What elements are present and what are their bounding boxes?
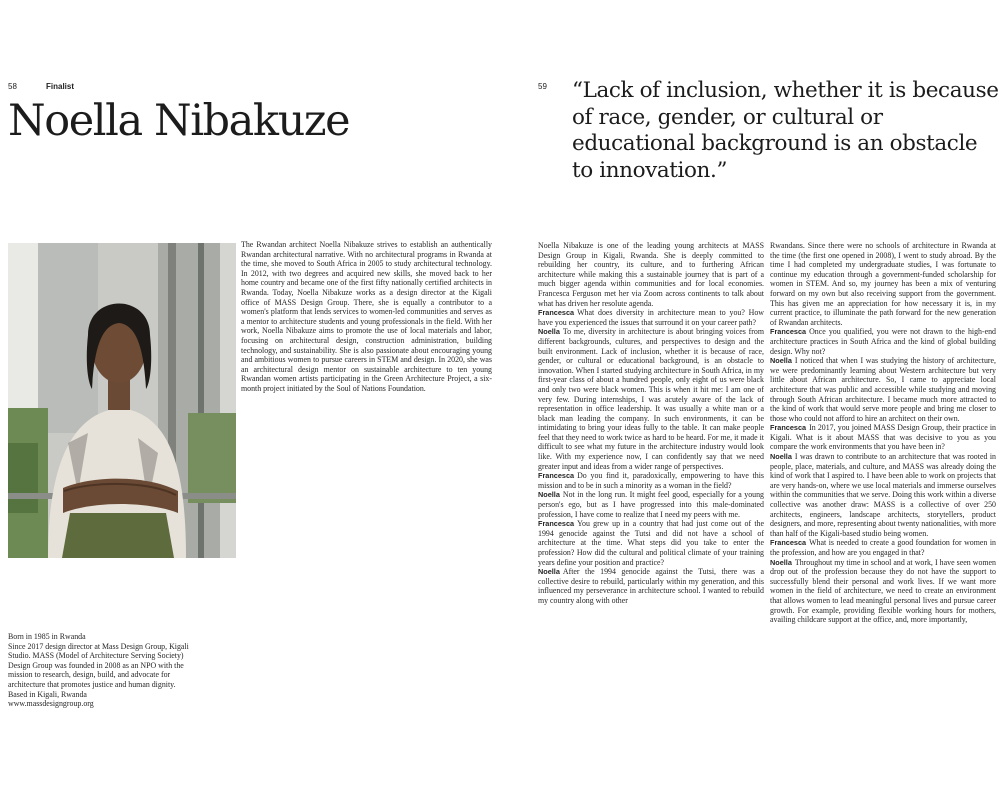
bio-line: Born in 1985 in Rwanda [8,632,86,641]
speaker-label: Noella [770,356,792,366]
question: Francesca In 2017, you joined MASS Design Group, their practice in Kigali. What is it about MASS that was decisive to you as you compare the work environments that you have been in? [770,423,996,452]
right-page [500,0,1000,800]
answer-continued: Rwandans. Since there were no schools of architecture in Rwanda at the time (the first one opened in 2008), I went to study abroad. By the time I had completed my undergraduate studies, I was fortunate to continue my education through a government-funded scholarship for women in STEM. And so, my journey has been a mix of venturing forward on my own but also receiving support from the government. This has given me an appreciation for how necessary it is, in my current practice, to illuminate the path forward for the new generation of Rwandan architects. [770,241,996,327]
speaker-label: Noella [538,490,560,500]
answer: Noella I noticed that when I was studying the history of architecture, we were predominantly learning about Western architecture but very little about African architecture. So, I came to appreciate local architecture that was public and accessible while studying and moving through South African architecture. I became much more attracted to the kind of work that would serve more people and bring me closer to those who could not afford to hire an architect on their own. [770,356,996,423]
speaker-label: Noella [538,327,560,337]
page-number: 58 [8,82,17,91]
answer: Noella Throughout my time in school and at work, I have seen women drop out of the profession because they do not have the support to successfully blend their personal and work lives. If we want more women in the field of architecture, we need to create an environment that allows women to lead meaningful personal lives and pursue career growth. For example, providing flexible working hours for mothers, availing childcare support at the office, and, more importantly, [770,557,996,625]
speaker-label: Francesca [770,538,807,548]
question: Francesca What does diversity in architecture mean to you? How have you experienced the issues that surround it on your career path? [538,308,764,327]
question: Francesca You grew up in a country that had just come out of the 1994 genocide against the Tutsi and did not have a school of architecture at the time. What steps did you take to enter the profession? How did the cultural and political climate of your training years define your position and practice? [538,519,764,567]
intro-paragraph: The Rwandan architect Noella Nibakuze strives to establish an authentically Rwandan architectural narrative. With no architectural programs in Rwanda at the time, she moved to South Africa in 2005 to study architectural technology. In 2012, with two degrees and acquired new skills, she moved back to her home country and became one of the first fifty nationally certified architects in Rwanda. Today, Noella Nibakuze works as a design director at the Kigali office of MASS Design Group. There, she is equally a contributor to a women's platform that lends services to women-led communities and serves as a mentor to architecture students and young professionals in the field. With her work, Noella Nibakuze aims to promote the use of local materials and labor, focusing on architectural design, construction administration, building technology, and sustainability. She is also passionate about encouraging young and ambitious women to pursue careers in STEM and design. In 2020, she was an architectural design mentor on sustainable architecture to ten young Rwandan women artists participating in the Green Architecture Project, a six-month project initiated by the Soul of Nations Foundation. [241,240,492,393]
question: Francesca Do you find it, paradoxically, empowering to have this mission and to be in such a minority as a woman in the field? [538,471,764,490]
speaker-label: Noella [538,567,560,577]
interview-intro: Noella Nibakuze is one of the leading young architects at MASS Design Group in Kigali, Rwanda. She is deeply committed to rebuilding her country, its culture, and to furthering African architecture while making this a sustainable journey that is part of a much bigger agenda within communities and for local economies. Francesca Ferguson met her via Zoom across continents to talk about what has driven her resolute agenda. [538,241,764,308]
speaker-label: Noella [770,452,792,462]
pull-quote: “Lack of inclusion, whether it is because of race, gender, or cultural or educational background is an obstacle to innovation.” [572,78,999,183]
portrait-photo [8,243,236,558]
speaker-label: Francesca [770,423,807,433]
speaker-label: Francesca [770,327,807,337]
section-label: Finalist [46,82,75,91]
bio-line: architecture that promotes justice and human dignity. [8,679,176,689]
bio-line: mission to research, design, build, and advocate for [8,670,171,680]
question: Francesca Once you qualified, you were not drawn to the high-end architecture practices in South Africa and the kind of global building design. Why not? [770,327,996,356]
speaker-label: Francesca [538,471,575,481]
bio-line: Since 2017 design director at Mass Design Group, Kigali [8,641,189,651]
question: Francesca What is needed to create a good foundation for women in the profession, and how are you engaged in that? [770,538,996,557]
interview-column-1 [538,241,764,785]
speaker-label: Francesca [538,308,575,318]
answer: Noella To me, diversity in architecture is about bringing voices from different backgrounds, cultures, and perspectives to design and the built environment. Lack of inclusion, whether it is because of race, gender, or cultural or educational background, is an obstacle to innovation. When I started studying architecture in South Africa, in my first-year class of about a hundred people, only eight of us were black and only two were black women. This is when it hit me: I am one of very few. During internships, I was acutely aware of the lack of representation in office leadership. It was usually a white man or a black man leading the company. In such environments, it can be intimidating to bring your ideas fully to the table. It can make people feel that they need to work twice as hard to be heard. For me, it made it difficult to see what my future in the architecture industry would look like. With my experience now, I can confidently say that we need greater input and ideas from a wider range of perspectives. [538,327,764,471]
speaker-label: Noella [770,557,792,567]
speaker-label: Francesca [538,519,575,529]
page-number: 59 [538,82,547,91]
page-title: Noella Nibakuze [8,96,350,146]
answer: Noella After the 1994 genocide against the Tutsi, there was a collective desire to rebuild, particularly within my generation, and this influenced my perseverance in architecture school. I wanted to rebuild my country along with other [538,567,764,605]
answer: Noella Not in the long run. It might feel good, especially for a young person's ego, but as I have progressed into this male-dominated profession, I have come to realize that I need my peers with me. [538,490,764,519]
bio-line: Based in Kigali, Rwanda [8,689,87,699]
bio-line: Design Group was founded in 2008 as an NPO with the [8,660,184,670]
answer: Noella I was drawn to contribute to an architecture that was rooted in people, place, materials, and culture, and MASS was already doing the kind of work that I aspired to. I have been able to work on projects that are very hands-on, where we use local materials and immerse ourselves within the communities that we serve. Doing this work within a diverse collective was another draw: MASS is a collective of over 250 architects, engineers, landscape architects, storytellers, product designers, and more, representing about twenty nationalities, with more than half of the Kigali-based studio being women. [770,452,996,538]
interview-column-2 [770,241,996,785]
bio-line: Studio. MASS (Model of Architecture Serving Society) [8,651,184,661]
bio-link[interactable]: www.massdesigngroup.org [8,699,94,709]
bio-block [8,632,236,709]
